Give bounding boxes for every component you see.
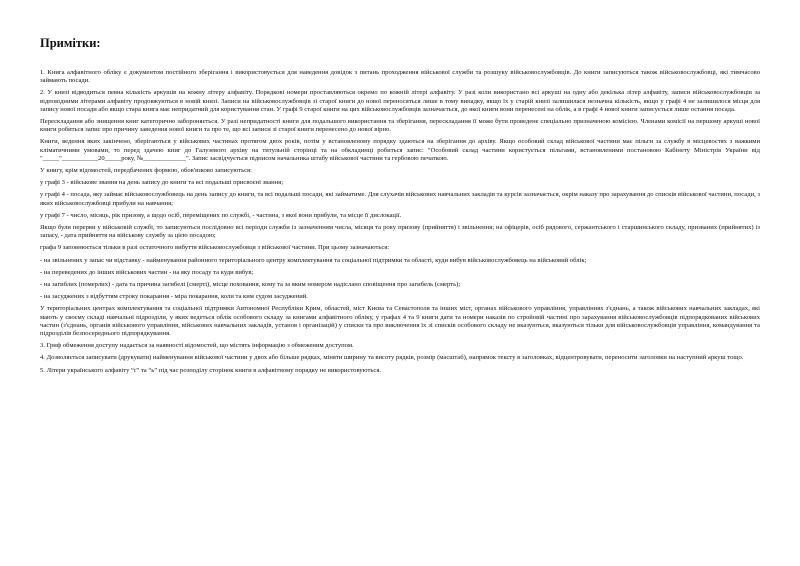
note-paragraph: 1. Книга алфавітного обліку є документом постійного зберігання і використовується для наведення довідок з питань проходження військової служби та розшуку військовослужбовців. До книги записуються також військовослужбовці, які тимчасово займають посади. xyxy=(40,69,760,85)
note-paragraph: Книги, ведення яких закінчено, зберігаються у військових частинах протягом двох років, потім у встановленому порядку здаються на зберігання до архіву. Якщо особовий склад військової частини має пільги за службу в місцевостях з важкими кліматичними умовами, то перед здачею книг до Галузевого архіву на титульній сторінці та на обкладинці робиться запис: "Особовий склад частини користується пільгами, встановленими постановою Кабінету Міністрів України від "_____"___________20_____року, №_____________". Запис засвідчується підписом начальника штабу військової частини та гербовою печаткою. xyxy=(40,138,760,162)
note-paragraph: графа 9 заповнюється тільки в разі остаточного вибуття військовослужбовця з військової частини. При цьому зазначаються: xyxy=(40,244,390,252)
notes-page xyxy=(40,36,760,379)
note-paragraph: - на переведених до інших військових частин - на яку посаду та куди вибув; xyxy=(40,268,254,276)
note-paragraph: у графі 7 - число, місяць, рік призову, а щодо осіб, переміщених по службі, - частина, з якої вони прибули, та місце її дислокації. xyxy=(40,211,402,219)
note-paragraph: У книгу, крім відомостей, передбачених формою, обов'язково записуються: xyxy=(40,167,252,175)
note-paragraph: у графі 4 - посада, яку займає військовослужбовець на день запису до книги, та всі подальші посади, які займатиме. Для слухачів військових навчальних закладів та курсів зазначається, окрім наказу про зарахування до списків військової частини, посади, з яких військовослужбовці прибули на навчання; xyxy=(40,191,760,207)
note-paragraph: 2. У книзі відводиться певна кількість аркушів на кожну літеру алфавіту. Порядкові номери проставляються окремо по кожній літері алфавіту. У разі коли використано всі аркуші на одну або декілька літер алфавіту, записи військовослужбовців за відповідними літерами алфавіту продовжуються в новій книзі. Записи на військовослужбовців зі старої книги до нової переносяться лише в тому випадку, якщо їх у старій книзі залишилася незначна кількість, якщо у графі 4 не залишилося місця для запису нової посади або якщо стара книга має непридатний для користування стан. У графі 9 старої книги на цих військовослужбовців зазначається, до якої книги вони перенесені на облік, а в графі 4 нової книги записується лише остання посада. xyxy=(40,89,760,113)
note-paragraph: 3. Гриф обмеження доступу надається за наявності відомостей, що містять інформацію з обмеженим доступом. xyxy=(40,342,354,350)
note-paragraph: - на загиблих (померлих) - дата та причина загибелі (смерті), місце поховання, кому та за яким номером надіслано сповіщення про загибель (смерть); xyxy=(40,281,461,289)
note-paragraph: 4. Дозволяється записувати (друкувати) найменування військової частини у двох або більше рядках, міняти ширину та висоту рядків, розмір (масштаб), напрямок тексту в заголовках, відцентровувати, переносити заголовки на наступний аркуш тощо. xyxy=(40,354,744,362)
note-paragraph: - на звільнених у запас чи відставку - найменування районного територіального центру комплектування та соціальної підтримки та області, куди вибув військовослужбовець на військовий облік; xyxy=(40,256,587,264)
notes-body xyxy=(40,69,760,375)
note-paragraph: Перескладання або знищення книг категорично забороняється. У разі непридатності книги для подальшого використання та зберігання, перескладання її може бути проведене спеціально призначеною комісією. Членами комісії на першому аркуші нової книги робиться запис про причину заведення нової книги та про те, що всі записи зі старої книги перенесено до нової вірно. xyxy=(40,118,760,134)
note-paragraph: Якщо були перерви у військовій службі, то записуються послідовно всі періоди служби із зазначенням числа, місяця та року призову (прийняття) і звільнення; на офіцерів, осіб рядового, сержантського і старшинського складу, призваних (прийнятих) із запасу, - дата прийняття на військову службу за цією посадою; xyxy=(40,224,760,240)
note-paragraph: 5. Літери українського алфавіту “ґ” та “ь” під час розподілу сторінок книги в алфавітному порядку не використовуються. xyxy=(40,366,381,374)
note-paragraph: У територіальних центрах комплектування та соціальної підтримки Автономної Республіки Крим, областей, міст Києва та Севастополя та інших міст, органах військового управління, управліннях з'єднань, а також військових навчальних закладах, які мають у своєму складі навчальні підрозділи, у яких ведеться облік особового складу за книгами алфавітного обліку, у графах 4 та 9 книги дати та номери наказів по стройовій частині про зарахування військовослужбовців підпорядкованих військових частин (з'єднань, органів військового управління, військових навчальних закладів, установ і організацій) у списки та про виключення їх зі списків особового складу не вказуються, вказуються тільки для військовослужбовців управління, командування та підрозділів безпосереднього підпорядкування. xyxy=(40,305,760,338)
page-title: Примітки: xyxy=(40,36,101,50)
note-paragraph: у графі 3 - військове звання на день запису до книги та всі подальші присвоєні звання; xyxy=(40,179,284,187)
note-paragraph: - на засуджених з відбуттям строку покарання - міра покарання, коли та ким судом засуджений. xyxy=(40,293,308,301)
